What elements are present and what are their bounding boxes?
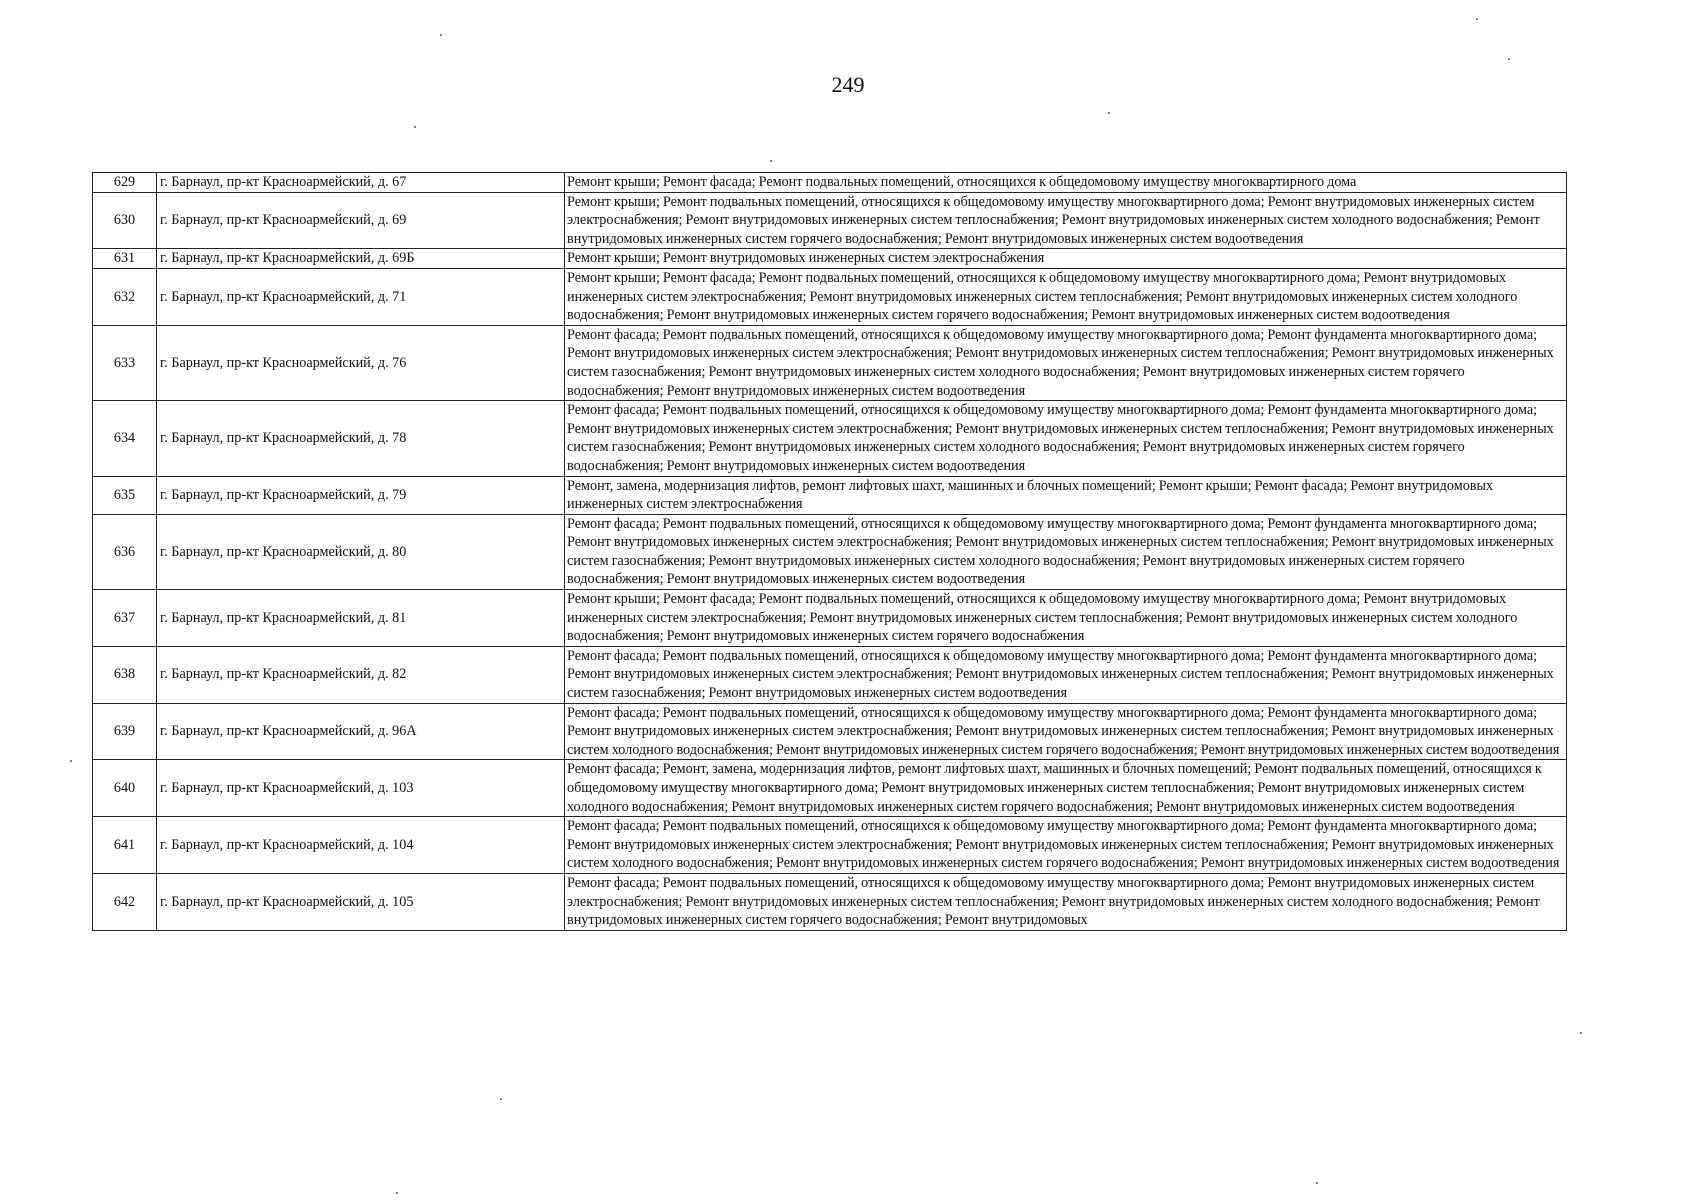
row-number: 633	[93, 325, 157, 400]
row-address: г. Барнаул, пр-кт Красноармейский, д. 69	[157, 192, 565, 249]
row-number: 631	[93, 249, 157, 269]
page-number: 249	[831, 72, 865, 97]
row-address: г. Барнаул, пр-кт Красноармейский, д. 105	[157, 873, 565, 930]
row-address: г. Барнаул, пр-кт Красноармейский, д. 78	[157, 401, 565, 476]
scan-speck	[770, 160, 772, 162]
scan-speck	[1508, 58, 1510, 60]
table-row	[93, 268, 1567, 325]
scan-speck	[1316, 1182, 1318, 1184]
row-works: Ремонт, замена, модернизация лифтов, ремонт лифтовых шахт, машинных и блочных помещений; Ремонт крыши; Ремонт фасада; Ремонт внутридомовых инженерных систем электроснабжения	[565, 476, 1567, 514]
row-number: 639	[93, 703, 157, 760]
scan-speck	[396, 1192, 398, 1194]
table-row	[93, 703, 1567, 760]
row-works: Ремонт крыши; Ремонт фасада; Ремонт подвальных помещений, относящихся к общедомовому имуществу многоквартирного дома; Ремонт внутридомовых инженерных систем электроснабжения; Ремонт внутридомовых инженерных систем теплоснабжения; Ремонт внутридомовых инженерных систем холодного водоснабжения; Ремонт внутридомовых инженерных систем горячего водоснабжения	[565, 590, 1567, 647]
row-address: г. Барнаул, пр-кт Красноармейский, д. 80	[157, 514, 565, 589]
row-works: Ремонт крыши; Ремонт фасада; Ремонт подвальных помещений, относящихся к общедомовому имуществу многоквартирного дома	[565, 173, 1567, 193]
row-works: Ремонт фасада; Ремонт, замена, модернизация лифтов, ремонт лифтовых шахт, машинных и блочных помещений; Ремонт подвальных помещений, относящихся к общедомовому имуществу многоквартирного дома; Ремонт внутридомовых инженерных систем теплоснабжения; Ремонт внутридомовых инженерных систем холодного водоснабжения; Ремонт внутридомовых инженерных систем горячего водоснабжения; Ремонт внутридомовых инженерных систем водоотведения	[565, 760, 1567, 817]
row-address: г. Барнаул, пр-кт Красноармейский, д. 82	[157, 646, 565, 703]
row-address: г. Барнаул, пр-кт Красноармейский, д. 81	[157, 590, 565, 647]
row-number: 642	[93, 873, 157, 930]
table-row	[93, 325, 1567, 400]
table-row	[93, 873, 1567, 930]
row-address: г. Барнаул, пр-кт Красноармейский, д. 104	[157, 817, 565, 874]
table-row	[93, 760, 1567, 817]
scan-speck	[1108, 112, 1110, 114]
table-row	[93, 249, 1567, 269]
scan-speck	[440, 34, 442, 36]
scan-speck	[414, 126, 416, 128]
row-works: Ремонт крыши; Ремонт подвальных помещений, относящихся к общедомовому имуществу многоквартирного дома; Ремонт внутридомовых инженерных систем электроснабжения; Ремонт внутридомовых инженерных систем теплоснабжения; Ремонт внутридомовых инженерных систем холодного водоснабжения; Ремонт внутридомовых инженерных систем горячего водоснабжения; Ремонт внутридомовых инженерных систем водоотведения	[565, 192, 1567, 249]
row-address: г. Барнаул, пр-кт Красноармейский, д. 76	[157, 325, 565, 400]
row-address: г. Барнаул, пр-кт Красноармейский, д. 71	[157, 268, 565, 325]
row-number: 641	[93, 817, 157, 874]
table-row	[93, 817, 1567, 874]
row-works: Ремонт фасада; Ремонт подвальных помещений, относящихся к общедомовому имуществу многоквартирного дома; Ремонт внутридомовых инженерных систем электроснабжения; Ремонт внутридомовых инженерных систем теплоснабжения; Ремонт внутридомовых инженерных систем холодного водоснабжения; Ремонт внутридомовых инженерных систем горячего водоснабжения; Ремонт внутридомовых	[565, 873, 1567, 930]
row-address: г. Барнаул, пр-кт Красноармейский, д. 96А	[157, 703, 565, 760]
table-row	[93, 476, 1567, 514]
row-address: г. Барнаул, пр-кт Красноармейский, д. 69Б	[157, 249, 565, 269]
row-address: г. Барнаул, пр-кт Красноармейский, д. 79	[157, 476, 565, 514]
table-row	[93, 401, 1567, 476]
table-row	[93, 173, 1567, 193]
repair-table-container	[92, 172, 1566, 931]
repair-table	[92, 172, 1567, 931]
row-number: 638	[93, 646, 157, 703]
table-row	[93, 514, 1567, 589]
row-works: Ремонт фасада; Ремонт подвальных помещений, относящихся к общедомовому имуществу многоквартирного дома; Ремонт фундамента многоквартирного дома; Ремонт внутридомовых инженерных систем электроснабжения; Ремонт внутридомовых инженерных систем теплоснабжения; Ремонт внутридомовых инженерных систем газоснабжения; Ремонт внутридомовых инженерных систем холодного водоснабжения; Ремонт внутридомовых инженерных систем горячего водоснабжения; Ремонт внутридомовых инженерных систем водоотведения	[565, 401, 1567, 476]
row-works: Ремонт фасада; Ремонт подвальных помещений, относящихся к общедомовому имуществу многоквартирного дома; Ремонт фундамента многоквартирного дома; Ремонт внутридомовых инженерных систем электроснабжения; Ремонт внутридомовых инженерных систем теплоснабжения; Ремонт внутридомовых инженерных систем газоснабжения; Ремонт внутридомовых инженерных систем холодного водоснабжения; Ремонт внутридомовых инженерных систем горячего водоснабжения; Ремонт внутридомовых инженерных систем водоотведения	[565, 325, 1567, 400]
row-number: 637	[93, 590, 157, 647]
row-number: 634	[93, 401, 157, 476]
scan-speck	[1580, 1032, 1582, 1034]
row-works: Ремонт фасада; Ремонт подвальных помещений, относящихся к общедомовому имуществу многоквартирного дома; Ремонт фундамента многоквартирного дома; Ремонт внутридомовых инженерных систем электроснабжения; Ремонт внутридомовых инженерных систем теплоснабжения; Ремонт внутридомовых инженерных систем холодного водоснабжения; Ремонт внутридомовых инженерных систем горячего водоснабжения; Ремонт внутридомовых инженерных систем водоотведения	[565, 817, 1567, 874]
scan-speck	[70, 760, 72, 762]
scan-speck	[1476, 18, 1478, 20]
table-row	[93, 646, 1567, 703]
row-number: 640	[93, 760, 157, 817]
row-address: г. Барнаул, пр-кт Красноармейский, д. 103	[157, 760, 565, 817]
row-works: Ремонт фасада; Ремонт подвальных помещений, относящихся к общедомовому имуществу многоквартирного дома; Ремонт фундамента многоквартирного дома; Ремонт внутридомовых инженерных систем электроснабжения; Ремонт внутридомовых инженерных систем теплоснабжения; Ремонт внутридомовых инженерных систем газоснабжения; Ремонт внутридомовых инженерных систем холодного водоснабжения; Ремонт внутридомовых инженерных систем горячего водоснабжения; Ремонт внутридомовых инженерных систем водоотведения	[565, 514, 1567, 589]
row-works: Ремонт крыши; Ремонт внутридомовых инженерных систем электроснабжения	[565, 249, 1567, 269]
row-address: г. Барнаул, пр-кт Красноармейский, д. 67	[157, 173, 565, 193]
table-row	[93, 590, 1567, 647]
scan-speck	[500, 1098, 502, 1100]
table-body	[93, 173, 1567, 931]
row-number: 630	[93, 192, 157, 249]
table-row	[93, 192, 1567, 249]
row-works: Ремонт фасада; Ремонт подвальных помещений, относящихся к общедомовому имуществу многоквартирного дома; Ремонт фундамента многоквартирного дома; Ремонт внутридомовых инженерных систем электроснабжения; Ремонт внутридомовых инженерных систем теплоснабжения; Ремонт внутридомовых инженерных систем холодного водоснабжения; Ремонт внутридомовых инженерных систем горячего водоснабжения; Ремонт внутридомовых инженерных систем водоотведения	[565, 703, 1567, 760]
row-number: 635	[93, 476, 157, 514]
row-works: Ремонт крыши; Ремонт фасада; Ремонт подвальных помещений, относящихся к общедомовому имуществу многоквартирного дома; Ремонт внутридомовых инженерных систем электроснабжения; Ремонт внутридомовых инженерных систем теплоснабжения; Ремонт внутридомовых инженерных систем холодного водоснабжения; Ремонт внутридомовых инженерных систем горячего водоснабжения; Ремонт внутридомовых инженерных систем водоотведения	[565, 268, 1567, 325]
row-works: Ремонт фасада; Ремонт подвальных помещений, относящихся к общедомовому имуществу многоквартирного дома; Ремонт фундамента многоквартирного дома; Ремонт внутридомовых инженерных систем электроснабжения; Ремонт внутридомовых инженерных систем теплоснабжения; Ремонт внутридомовых инженерных систем газоснабжения; Ремонт внутридомовых инженерных систем водоотведения	[565, 646, 1567, 703]
row-number: 636	[93, 514, 157, 589]
row-number: 629	[93, 173, 157, 193]
row-number: 632	[93, 268, 157, 325]
